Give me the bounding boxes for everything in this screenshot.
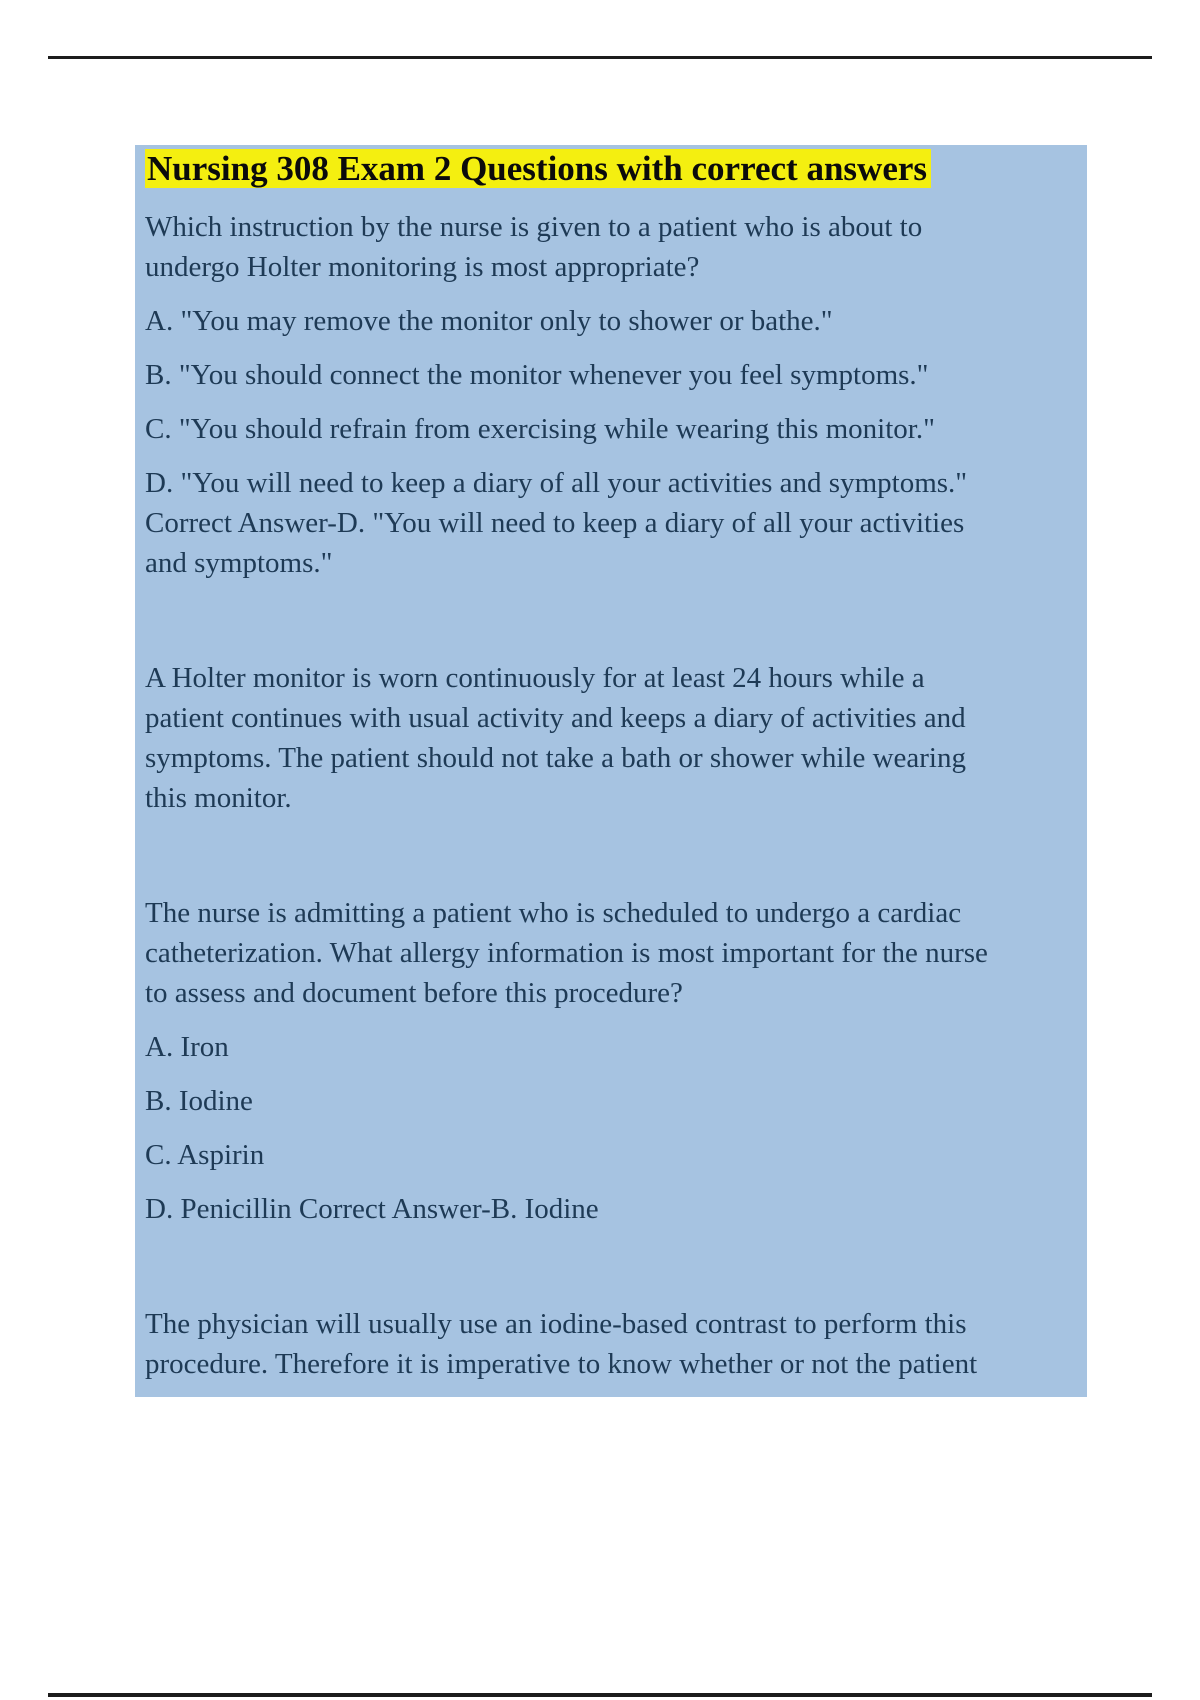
bottom-rule [48,1693,1152,1697]
content-block [135,145,1087,1397]
q2-option-a: A. Iron [145,1031,229,1063]
question-list [135,207,1087,1384]
q2-option-d-with-answer: D. Penicillin Correct Answer-B. Iodine [145,1193,599,1225]
q2-rationale: The physician will usually use an iodine-based contrast to perform this procedure. Therefore it is imperative to know whether or not the patient [145,1308,978,1380]
document-title [135,145,1087,193]
q1-option-c: C. "You should refrain from exercising while wearing this monitor." [145,413,935,445]
q1-text: Which instruction by the nurse is given to a patient who is about to undergo Holter monitoring is most appropriate? [145,211,923,283]
top-rule [48,56,1152,59]
q1-option-d-with-answer: D. "You will need to keep a diary of all your activities and symptoms." Correct Answer-D. "You will need to keep a diary of all your activities and symptoms." [145,467,968,579]
q1-rationale: A Holter monitor is worn continuously for at least 24 hours while a patient continues with usual activity and keeps a diary of activities and symptoms. The patient should not take a bath or shower while wearing this monitor. [145,662,966,814]
q2-option-c: C. Aspirin [145,1139,265,1171]
q2-option-b: B. Iodine [145,1085,253,1117]
q2-text: The nurse is admitting a patient who is scheduled to undergo a cardiac catheterization. What allergy information is most important for the nurse to assess and document before this procedure? [145,897,988,1009]
title-highlight: Nursing 308 Exam 2 Questions with correct answers [145,149,931,188]
q1-option-b: B. "You should connect the monitor whenever you feel symptoms." [145,359,929,391]
q1-option-a: A. "You may remove the monitor only to shower or bathe." [145,305,833,337]
